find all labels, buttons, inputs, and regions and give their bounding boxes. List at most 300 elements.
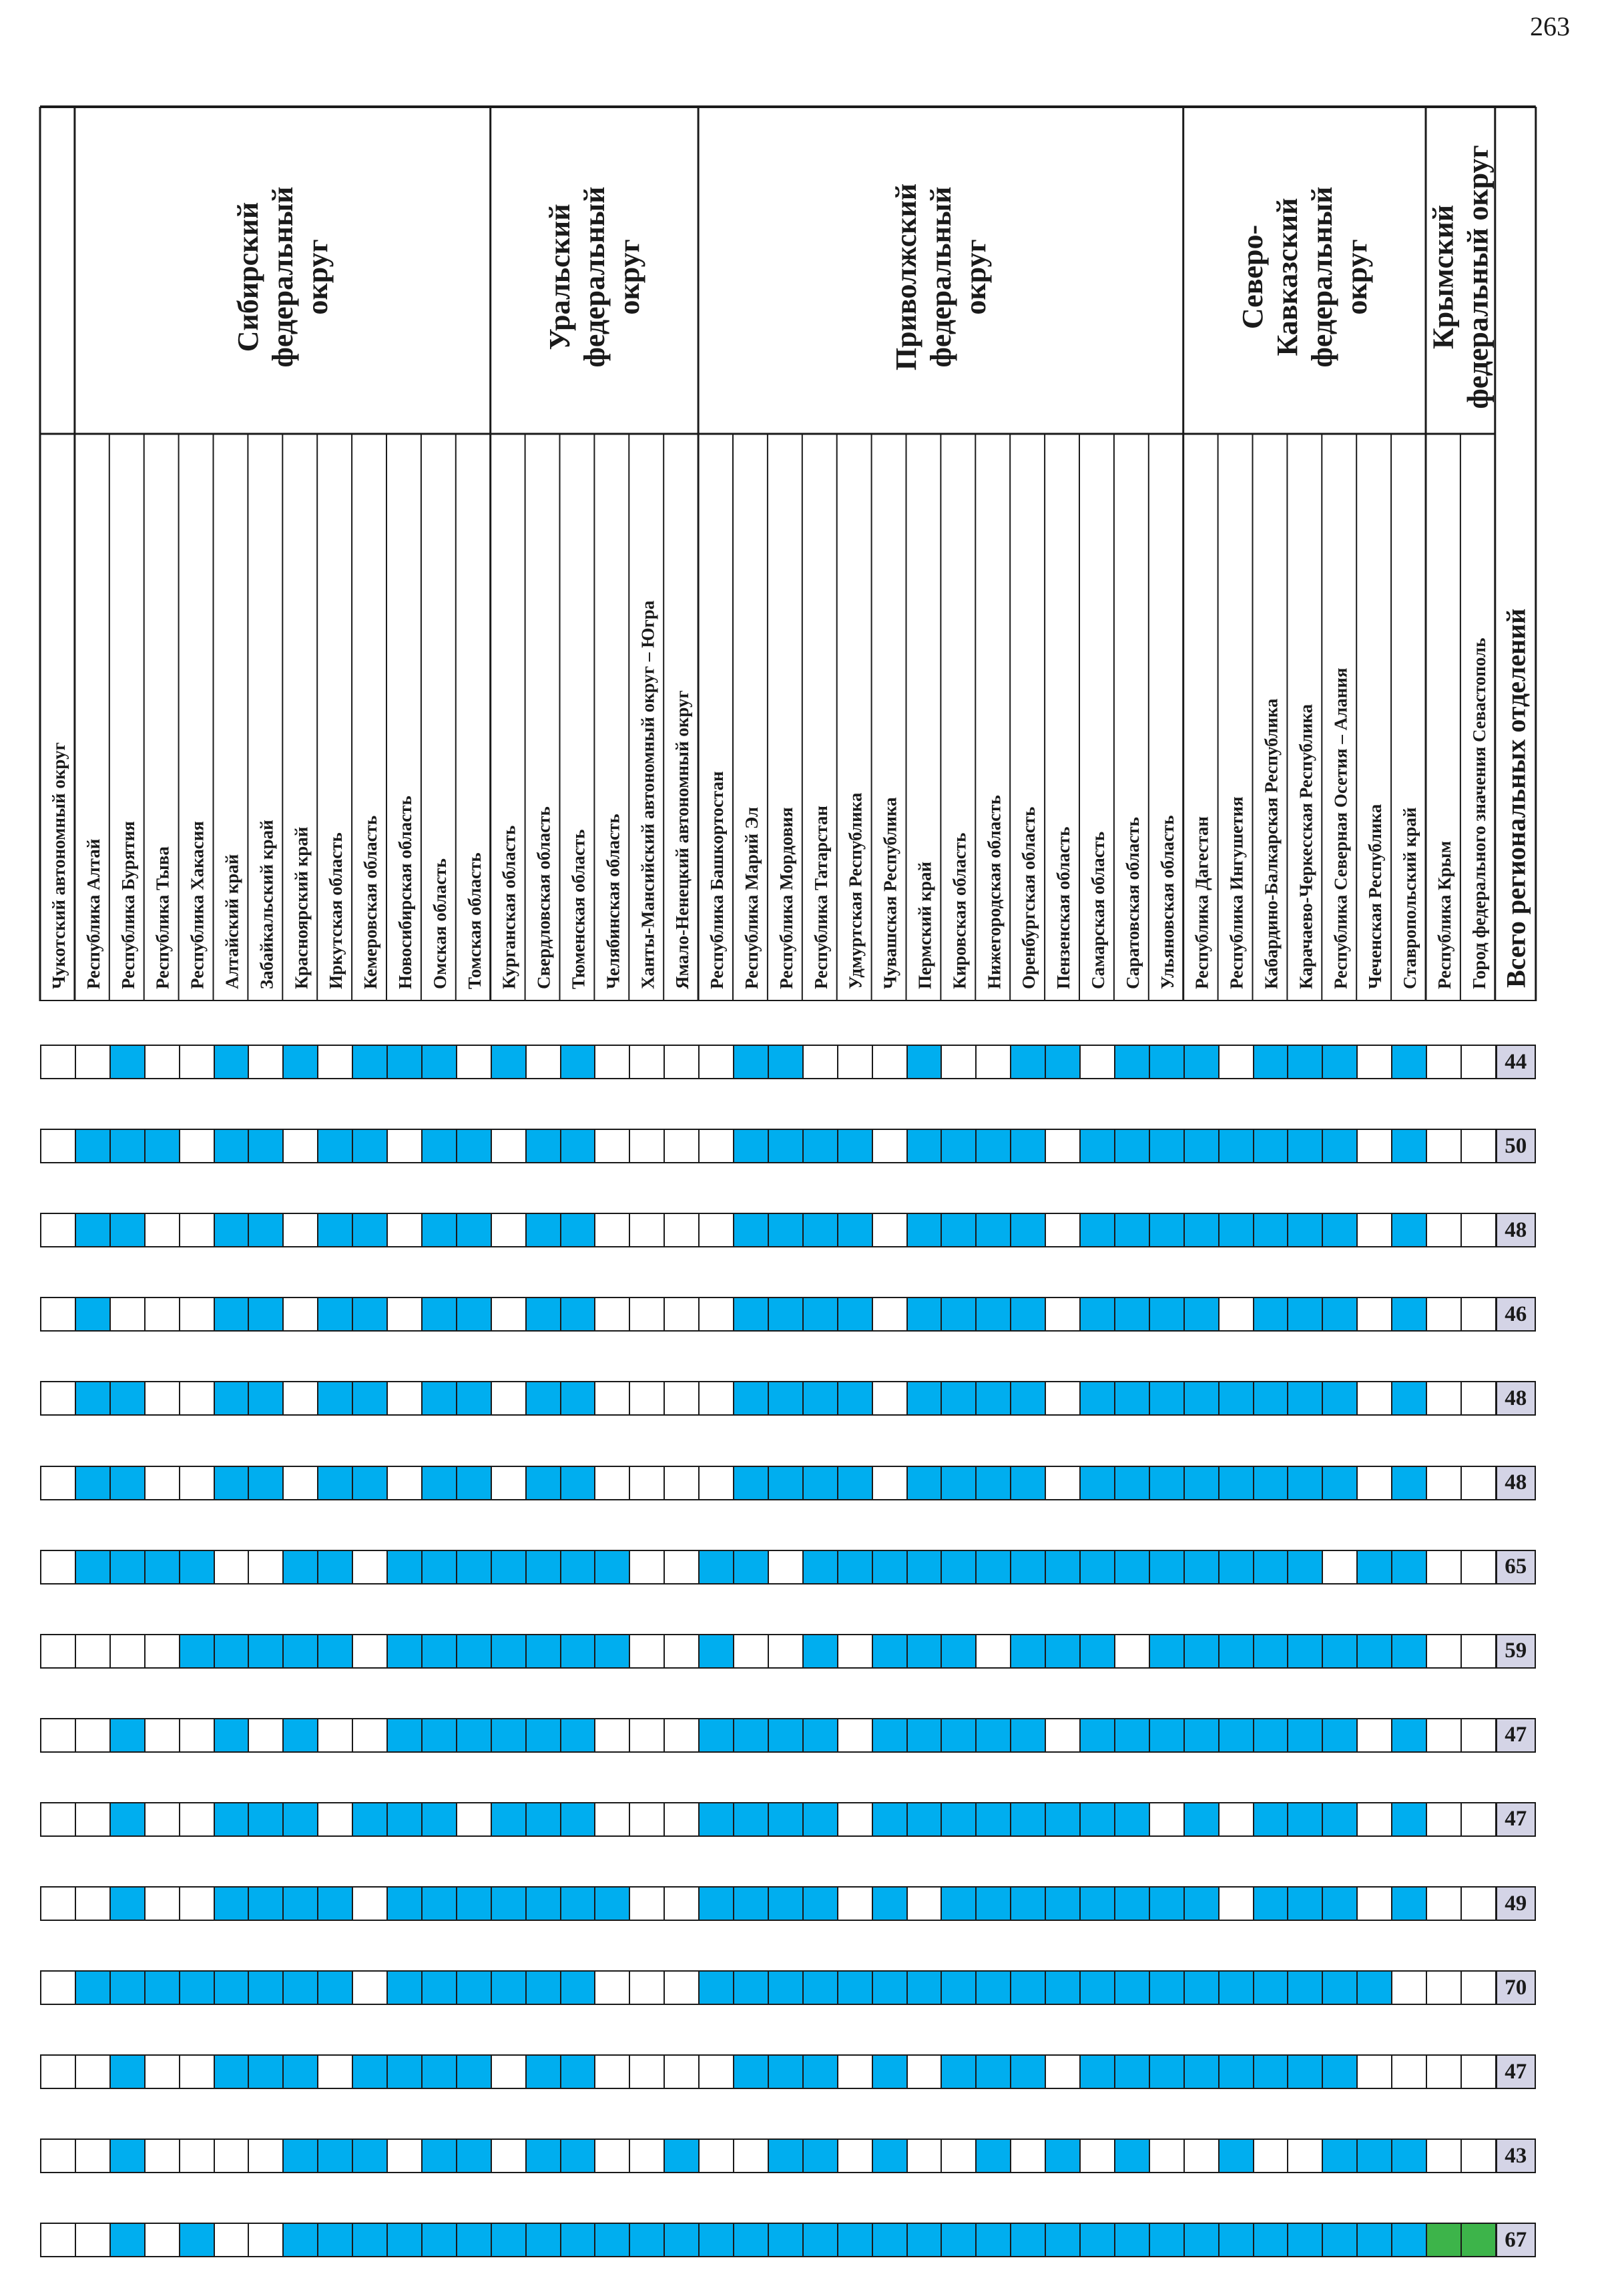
matrix-cell-empty bbox=[40, 1381, 76, 1416]
matrix-cell-filled bbox=[698, 1970, 734, 2005]
matrix-cell-filled bbox=[1045, 1045, 1081, 1079]
matrix-cell-filled bbox=[872, 1634, 908, 1669]
matrix-cell-filled bbox=[1391, 1297, 1427, 1332]
matrix-cell-filled bbox=[421, 1213, 457, 1247]
matrix-cell-filled bbox=[1356, 1634, 1392, 1669]
matrix-cell-filled bbox=[1183, 1297, 1220, 1332]
region-name: Пензенская область bbox=[1053, 826, 1074, 989]
matrix-cell-filled bbox=[386, 1045, 423, 1079]
matrix-cell-filled bbox=[421, 1466, 457, 1500]
matrix-cell-filled bbox=[560, 1213, 596, 1247]
matrix-cell-empty bbox=[594, 1213, 630, 1247]
matrix-cell-empty bbox=[594, 1970, 630, 2005]
matrix-cell-empty bbox=[282, 1466, 318, 1500]
matrix-cell-filled bbox=[421, 1550, 457, 1585]
matrix-cell-filled bbox=[1322, 2138, 1358, 2173]
region-name: Свердловская область bbox=[533, 806, 554, 989]
matrix-cell-filled bbox=[317, 1634, 353, 1669]
matrix-cell-filled bbox=[1183, 1550, 1220, 1585]
matrix-cell-filled bbox=[109, 1213, 146, 1247]
matrix-cell-filled bbox=[560, 1045, 596, 1079]
matrix-cell-filled bbox=[1287, 1802, 1323, 1837]
matrix-cell-filled bbox=[525, 1886, 561, 1921]
matrix-cell-filled bbox=[456, 2138, 492, 2173]
matrix-cell-empty bbox=[872, 1297, 908, 1332]
matrix-cell-empty bbox=[1460, 1213, 1497, 1247]
matrix-cell-filled bbox=[1356, 2223, 1392, 2257]
matrix-cell-empty bbox=[1045, 1466, 1081, 1500]
region-name: Ульяновская область bbox=[1157, 815, 1177, 989]
matrix-cell-filled bbox=[1149, 1297, 1185, 1332]
matrix-cell-filled bbox=[1253, 1634, 1289, 1669]
matrix-cell-empty bbox=[629, 1297, 665, 1332]
matrix-cell-filled bbox=[456, 1129, 492, 1163]
matrix-cell-filled bbox=[733, 1970, 769, 2005]
matrix-cell-empty bbox=[837, 1886, 873, 1921]
matrix-cell-filled bbox=[872, 1802, 908, 1837]
matrix-cell-filled bbox=[214, 1466, 250, 1500]
matrix-cell-empty bbox=[802, 1045, 838, 1079]
matrix-cell-empty bbox=[1426, 2054, 1462, 2089]
matrix-cell-filled bbox=[1183, 1718, 1220, 1753]
matrix-cell-empty bbox=[733, 1634, 769, 1669]
matrix-cell-filled bbox=[248, 1213, 284, 1247]
matrix-cell-empty bbox=[629, 1213, 665, 1247]
matrix-cell-filled bbox=[1183, 1213, 1220, 1247]
region-name: Красноярский край bbox=[291, 826, 312, 989]
matrix-cell-empty bbox=[837, 1045, 873, 1079]
region-name: Республика Тыва bbox=[152, 846, 173, 989]
matrix-cell-empty bbox=[629, 1129, 665, 1163]
matrix-cell-filled bbox=[1253, 1129, 1289, 1163]
matrix-cell-empty bbox=[1356, 1045, 1392, 1079]
matrix-cell-filled bbox=[456, 1466, 492, 1500]
matrix-cell-empty bbox=[594, 1718, 630, 1753]
matrix-cell-empty bbox=[629, 1970, 665, 2005]
matrix-cell-filled bbox=[456, 2223, 492, 2257]
matrix-cell-filled bbox=[214, 1802, 250, 1837]
matrix-cell-empty bbox=[40, 2138, 76, 2173]
matrix-cell-empty bbox=[837, 2054, 873, 2089]
matrix-cell-filled bbox=[525, 1466, 561, 1500]
matrix-cell-filled bbox=[1322, 1045, 1358, 1079]
district-name: округ bbox=[612, 239, 645, 315]
matrix-cell-empty bbox=[837, 2138, 873, 2173]
matrix-cell-empty bbox=[1460, 1718, 1497, 1753]
district-name: округ bbox=[300, 239, 334, 315]
matrix-cell-empty bbox=[456, 1802, 492, 1837]
matrix-cell-filled bbox=[698, 1718, 734, 1753]
matrix-cell-filled bbox=[75, 1213, 111, 1247]
matrix-cell-filled bbox=[1149, 1213, 1185, 1247]
matrix-cell-filled bbox=[1287, 1718, 1323, 1753]
matrix-cell-empty bbox=[179, 1718, 215, 1753]
matrix-cell-filled bbox=[872, 2138, 908, 2173]
matrix-cell-filled bbox=[386, 1970, 423, 2005]
matrix-cell-empty bbox=[282, 1213, 318, 1247]
region-name: Удмуртская Республика bbox=[845, 792, 866, 989]
matrix-cell-empty bbox=[386, 1466, 423, 1500]
matrix-cell-empty bbox=[352, 1970, 388, 2005]
matrix-cell-filled bbox=[1149, 1045, 1185, 1079]
matrix-cell-filled bbox=[1114, 2138, 1150, 2173]
matrix-cell-empty bbox=[594, 2054, 630, 2089]
matrix-cell-filled bbox=[1218, 1129, 1254, 1163]
matrix-cell-empty bbox=[663, 1802, 700, 1837]
matrix-cell-filled bbox=[1322, 1886, 1358, 1921]
matrix-cell-filled bbox=[906, 1129, 943, 1163]
matrix-cell-filled bbox=[975, 1718, 1011, 1753]
matrix-cell-empty bbox=[1045, 1381, 1081, 1416]
row-total: 47 bbox=[1496, 1802, 1536, 1837]
region-name: Республика Крым bbox=[1434, 840, 1454, 989]
matrix-cell-filled bbox=[1253, 1381, 1289, 1416]
matrix-cell-filled bbox=[733, 1129, 769, 1163]
matrix-cell-filled bbox=[906, 1466, 943, 1500]
matrix-cell-empty bbox=[40, 1886, 76, 1921]
matrix-cell-filled bbox=[109, 2138, 146, 2173]
matrix-cell-filled bbox=[768, 2138, 804, 2173]
matrix-cell-empty bbox=[352, 1718, 388, 1753]
matrix-cell-filled bbox=[975, 1129, 1011, 1163]
matrix-cell-filled bbox=[214, 1045, 250, 1079]
matrix-cell-filled bbox=[1114, 1213, 1150, 1247]
matrix-cell-empty bbox=[1356, 1802, 1392, 1837]
matrix-cell-filled bbox=[317, 1213, 353, 1247]
matrix-cell-filled bbox=[214, 1634, 250, 1669]
matrix-cell-empty bbox=[1079, 2138, 1115, 2173]
matrix-cell-empty bbox=[144, 1634, 180, 1669]
matrix-cell-filled bbox=[1010, 1129, 1046, 1163]
matrix-cell-filled bbox=[1010, 2223, 1046, 2257]
region-name: Карачаево-Черкесская Республика bbox=[1296, 703, 1316, 989]
matrix-cell-filled bbox=[525, 1381, 561, 1416]
row-total: 70 bbox=[1496, 1970, 1536, 2005]
matrix-cell-empty bbox=[663, 2054, 700, 2089]
page-number: 263 bbox=[1530, 11, 1570, 41]
matrix-cell-empty bbox=[179, 1381, 215, 1416]
region-name: Тюменская область bbox=[568, 829, 589, 989]
matrix-cell-empty bbox=[1426, 1297, 1462, 1332]
matrix-cell-filled bbox=[1045, 1886, 1081, 1921]
matrix-cell-empty bbox=[906, 2138, 943, 2173]
matrix-cell-filled bbox=[1149, 1381, 1185, 1416]
matrix-cell-filled bbox=[802, 1381, 838, 1416]
matrix-cell-empty bbox=[491, 1213, 527, 1247]
matrix-cell-filled bbox=[1149, 1550, 1185, 1585]
matrix-cell-filled bbox=[421, 1297, 457, 1332]
matrix-cell-empty bbox=[40, 1718, 76, 1753]
matrix-cell-filled bbox=[109, 1466, 146, 1500]
matrix-cell-empty bbox=[491, 1381, 527, 1416]
matrix-cell-filled bbox=[1391, 1634, 1427, 1669]
matrix-cell-empty bbox=[75, 2223, 111, 2257]
matrix-cell-empty bbox=[75, 2138, 111, 2173]
matrix-cell-empty bbox=[1149, 2138, 1185, 2173]
matrix-cell-empty bbox=[144, 1886, 180, 1921]
matrix-cell-filled bbox=[525, 1802, 561, 1837]
matrix-cell-filled bbox=[1287, 2054, 1323, 2089]
matrix-cell-empty bbox=[317, 2054, 353, 2089]
matrix-cell-filled bbox=[906, 1297, 943, 1332]
matrix-cell-filled bbox=[1391, 1381, 1427, 1416]
matrix-cell-filled bbox=[352, 1466, 388, 1500]
matrix-cell-filled bbox=[975, 1970, 1011, 2005]
matrix-cell-empty bbox=[1218, 1045, 1254, 1079]
matrix-cell-empty bbox=[663, 1381, 700, 1416]
matrix-cell-filled bbox=[214, 2054, 250, 2089]
district-name: округ bbox=[959, 239, 992, 315]
matrix-cell-empty bbox=[144, 1213, 180, 1247]
matrix-cell-empty bbox=[40, 2054, 76, 2089]
matrix-cell-filled bbox=[906, 1045, 943, 1079]
matrix-cell-filled bbox=[560, 1970, 596, 2005]
matrix-cell-filled bbox=[352, 2223, 388, 2257]
matrix-cell-filled bbox=[906, 1970, 943, 2005]
matrix-cell-filled bbox=[906, 1213, 943, 1247]
matrix-cell-empty bbox=[40, 1297, 76, 1332]
matrix-cell-filled bbox=[941, 1381, 977, 1416]
region-name: Ставропольский край bbox=[1400, 807, 1420, 989]
matrix-cell-filled bbox=[1010, 1550, 1046, 1585]
matrix-cell-filled bbox=[1253, 1718, 1289, 1753]
matrix-cell-empty bbox=[698, 2138, 734, 2173]
matrix-cell-filled bbox=[386, 2223, 423, 2257]
matrix-cell-empty bbox=[629, 1718, 665, 1753]
region-name: Пермский край bbox=[914, 861, 935, 989]
matrix-cell-empty bbox=[941, 1045, 977, 1079]
matrix-cell-filled bbox=[1079, 1886, 1115, 1921]
matrix-cell-empty bbox=[663, 1550, 700, 1585]
district-name: федеральный bbox=[266, 186, 299, 368]
matrix-cell-filled bbox=[386, 1550, 423, 1585]
matrix-cell-empty bbox=[629, 2054, 665, 2089]
matrix-cell-filled bbox=[698, 1550, 734, 1585]
total-column-label: Всего региональных отделений bbox=[1501, 608, 1531, 988]
matrix-cell-filled bbox=[282, 1550, 318, 1585]
matrix-cell-filled bbox=[248, 1886, 284, 1921]
matrix-cell-filled bbox=[1218, 2138, 1254, 2173]
region-name: Чеченская Республика bbox=[1365, 804, 1386, 989]
matrix-cell-filled bbox=[837, 1550, 873, 1585]
matrix-cell-filled bbox=[248, 1297, 284, 1332]
matrix-cell-empty bbox=[975, 1045, 1011, 1079]
matrix-cell-filled bbox=[872, 1970, 908, 2005]
matrix-cell-filled bbox=[768, 1381, 804, 1416]
matrix-cell-empty bbox=[872, 1129, 908, 1163]
matrix-cell-empty bbox=[768, 1634, 804, 1669]
matrix-cell-filled bbox=[698, 1634, 734, 1669]
matrix-cell-empty bbox=[1356, 1886, 1392, 1921]
district-name: федеральный bbox=[924, 186, 957, 368]
matrix-cell-empty bbox=[179, 1297, 215, 1332]
matrix-cell-filled bbox=[906, 1802, 943, 1837]
matrix-cell-empty bbox=[1460, 1802, 1497, 1837]
matrix-cell-filled bbox=[768, 1213, 804, 1247]
matrix-cell-filled bbox=[317, 1550, 353, 1585]
matrix-cell-filled bbox=[491, 1550, 527, 1585]
matrix-cell-filled bbox=[906, 1550, 943, 1585]
matrix-cell-filled bbox=[144, 1129, 180, 1163]
matrix-cell-filled bbox=[1079, 1297, 1115, 1332]
matrix-cell-filled bbox=[941, 1718, 977, 1753]
matrix-cell-filled bbox=[317, 1970, 353, 2005]
matrix-cell-empty bbox=[1460, 1466, 1497, 1500]
matrix-cell-filled bbox=[352, 1297, 388, 1332]
matrix-cell-empty bbox=[594, 1045, 630, 1079]
matrix-cell-filled bbox=[1322, 1381, 1358, 1416]
matrix-cell-filled bbox=[1079, 1634, 1115, 1669]
matrix-cell-filled bbox=[1079, 1970, 1115, 2005]
matrix-cell-filled bbox=[352, 1802, 388, 1837]
matrix-cell-filled bbox=[317, 2138, 353, 2173]
matrix-cell-filled bbox=[1149, 2054, 1185, 2089]
matrix-cell-filled bbox=[109, 1381, 146, 1416]
matrix-cell-empty bbox=[1460, 2054, 1497, 2089]
matrix-cell-filled bbox=[525, 1718, 561, 1753]
matrix-cell-filled bbox=[421, 1802, 457, 1837]
matrix-cell-filled bbox=[352, 1381, 388, 1416]
matrix-cell-filled bbox=[1322, 1970, 1358, 2005]
matrix-cell-filled bbox=[456, 2054, 492, 2089]
matrix-cell-filled bbox=[491, 1718, 527, 1753]
matrix-cell-empty bbox=[872, 1213, 908, 1247]
matrix-cell-empty bbox=[872, 1045, 908, 1079]
matrix-cell-empty bbox=[491, 1297, 527, 1332]
matrix-cell-filled bbox=[1149, 1970, 1185, 2005]
matrix-cell-filled bbox=[1391, 1129, 1427, 1163]
matrix-cell-filled bbox=[282, 1970, 318, 2005]
matrix-cell-filled bbox=[248, 1381, 284, 1416]
matrix-cell-filled bbox=[802, 1550, 838, 1585]
matrix-cell-empty bbox=[179, 1129, 215, 1163]
matrix-cell-empty bbox=[144, 2223, 180, 2257]
matrix-cell-empty bbox=[733, 2138, 769, 2173]
matrix-cell-filled bbox=[1079, 1802, 1115, 1837]
matrix-cell-empty bbox=[179, 1802, 215, 1837]
matrix-cell-empty bbox=[1391, 2054, 1427, 2089]
matrix-cell-filled bbox=[1149, 1466, 1185, 1500]
matrix-cell-empty bbox=[837, 1802, 873, 1837]
matrix-cell-filled bbox=[75, 1297, 111, 1332]
matrix-cell-filled bbox=[560, 1718, 596, 1753]
region-name: Республика Башкортостан bbox=[707, 771, 728, 989]
matrix-cell-filled bbox=[352, 2138, 388, 2173]
matrix-cell-empty bbox=[179, 1213, 215, 1247]
region-name: Оренбургская область bbox=[1019, 806, 1039, 989]
matrix-cell-filled bbox=[594, 1634, 630, 1669]
matrix-cell-filled bbox=[733, 1297, 769, 1332]
matrix-cell-empty bbox=[40, 1466, 76, 1500]
matrix-cell-empty bbox=[1045, 1129, 1081, 1163]
matrix-cell-filled bbox=[1079, 1718, 1115, 1753]
matrix-cell-filled bbox=[1010, 1970, 1046, 2005]
district-name: Крымский bbox=[1426, 204, 1460, 350]
matrix-cell-filled bbox=[1253, 1297, 1289, 1332]
matrix-cell-filled bbox=[560, 1550, 596, 1585]
matrix-cell-filled bbox=[456, 1550, 492, 1585]
matrix-cell-filled bbox=[629, 2223, 665, 2257]
district-name: Уральский bbox=[543, 204, 576, 350]
matrix-cell-filled bbox=[1253, 1466, 1289, 1500]
matrix-cell-filled bbox=[975, 1886, 1011, 1921]
matrix-cell-filled bbox=[768, 2054, 804, 2089]
matrix-cell-filled bbox=[1183, 1381, 1220, 1416]
matrix-cell-filled bbox=[109, 2054, 146, 2089]
matrix-cell-filled bbox=[1253, 1550, 1289, 1585]
matrix-cell-filled bbox=[941, 1129, 977, 1163]
matrix-cell-empty bbox=[386, 2138, 423, 2173]
matrix-cell-filled bbox=[1322, 1802, 1358, 1837]
matrix-cell-empty bbox=[1045, 1718, 1081, 1753]
region-name: Республика Марий Эл bbox=[741, 806, 762, 989]
row-total: 48 bbox=[1496, 1381, 1536, 1416]
matrix-cell-filled bbox=[941, 1213, 977, 1247]
matrix-cell-filled bbox=[525, 1213, 561, 1247]
matrix-cell-filled bbox=[975, 2223, 1011, 2257]
matrix-cell-filled bbox=[352, 1129, 388, 1163]
matrix-cell-empty bbox=[144, 2054, 180, 2089]
region-name: Нижегородская область bbox=[984, 795, 1005, 989]
matrix-cell-empty bbox=[1426, 1970, 1462, 2005]
matrix-cell-filled bbox=[733, 1381, 769, 1416]
row-total: 50 bbox=[1496, 1129, 1536, 1163]
matrix-cell-filled bbox=[768, 1129, 804, 1163]
matrix-cell-filled bbox=[1114, 1045, 1150, 1079]
matrix-cell-filled bbox=[525, 1550, 561, 1585]
matrix-cell-empty bbox=[1114, 1634, 1150, 1669]
region-name: Новосибирская область bbox=[394, 796, 415, 989]
matrix-cell-filled bbox=[802, 1213, 838, 1247]
matrix-cell-filled bbox=[1114, 1718, 1150, 1753]
matrix-cell-filled bbox=[1010, 1381, 1046, 1416]
matrix-cell-filled bbox=[802, 1718, 838, 1753]
district-name: Северо- bbox=[1236, 224, 1269, 330]
matrix-cell-empty bbox=[663, 1718, 700, 1753]
matrix-cell-filled bbox=[1149, 1634, 1185, 1669]
matrix-cell-filled bbox=[109, 1550, 146, 1585]
region-name: Республика Северная Осетия – Алания bbox=[1330, 667, 1351, 989]
matrix-cell-filled bbox=[733, 1886, 769, 1921]
matrix-cell-empty bbox=[40, 2223, 76, 2257]
row-total: 44 bbox=[1496, 1045, 1536, 1079]
matrix-cell-filled bbox=[386, 2054, 423, 2089]
matrix-cell-filled bbox=[698, 1802, 734, 1837]
matrix-cell-filled bbox=[560, 1297, 596, 1332]
matrix-cell-empty bbox=[491, 2138, 527, 2173]
matrix-cell-empty bbox=[248, 1045, 284, 1079]
matrix-cell-empty bbox=[179, 2138, 215, 2173]
matrix-cell-filled bbox=[386, 1718, 423, 1753]
matrix-cell-filled bbox=[733, 1718, 769, 1753]
matrix-cell-filled bbox=[802, 1634, 838, 1669]
matrix-cell-filled bbox=[698, 1886, 734, 1921]
matrix-cell-empty bbox=[491, 1129, 527, 1163]
matrix-cell-filled bbox=[768, 1886, 804, 1921]
matrix-cell-filled bbox=[802, 1886, 838, 1921]
matrix-cell-empty bbox=[663, 1886, 700, 1921]
row-total: 59 bbox=[1496, 1634, 1536, 1669]
matrix-cell-filled bbox=[941, 1802, 977, 1837]
matrix-cell-empty bbox=[1426, 1718, 1462, 1753]
matrix-cell-filled bbox=[1287, 1213, 1323, 1247]
matrix-cell-filled bbox=[421, 1129, 457, 1163]
region-name: Республика Дагестан bbox=[1191, 816, 1212, 989]
matrix-cell-empty bbox=[1356, 1718, 1392, 1753]
matrix-cell-empty bbox=[872, 1466, 908, 1500]
matrix-cell-empty bbox=[594, 1129, 630, 1163]
matrix-cell-empty bbox=[109, 1297, 146, 1332]
